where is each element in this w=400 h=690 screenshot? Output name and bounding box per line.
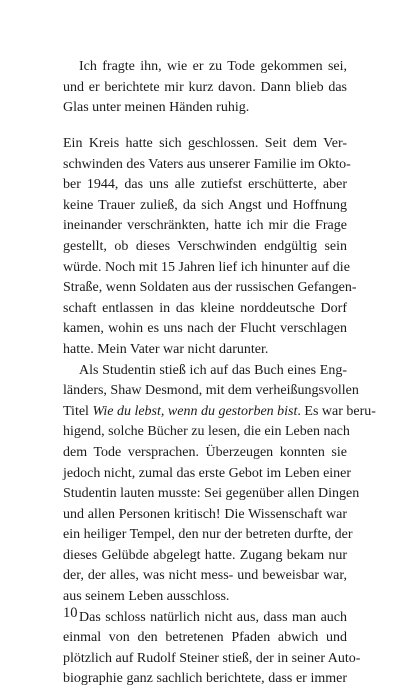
text-line: schaft entlassen in das kleine norddeutsche Dorf — [63, 300, 347, 316]
text-line: ineinander verschränkten, hatte ich mir die Frage — [63, 218, 347, 234]
text-line: schwinden des Vaters aus unserer Familie im Okto- — [63, 156, 351, 172]
text-line: ber 1944, das uns alle zutiefst erschütterte, aber — [63, 177, 347, 193]
text-line: und allen Personen kritisch! Die Wissenschaft war — [63, 506, 347, 522]
text-line: dem Tode versprachen. Überzeugen konnten sie — [63, 444, 347, 460]
paragraph-block-top — [63, 57, 347, 119]
text-line: plötzlich auf Rudolf Steiner stieß, der in seiner Auto- — [63, 650, 361, 666]
paragraph — [63, 361, 376, 608]
text-line: biographie ganz sachlich berichtete, dass er immer — [63, 671, 347, 687]
paragraph — [63, 608, 361, 690]
text-line: gestellt, ob dieses Verschwinden endgültig sein — [63, 238, 347, 254]
text-line: jedoch nicht, zumal das erste Gebot im Leben einer — [63, 465, 352, 481]
text-line: würde. Noch mit 15 Jahren lief ich hinunter auf die — [63, 259, 350, 275]
text-line: der, der alles, was nicht mess- und beweisbar war, — [63, 568, 347, 584]
text-line: keine Trauer zuließ, da sich Angst und Hoffnung — [63, 197, 347, 213]
paragraph — [63, 134, 357, 361]
page-number: 10 — [63, 605, 78, 621]
text-line: länders, Shaw Desmond, mit dem verheißungsvollen — [63, 383, 359, 399]
text-line: dieses Gelübde abgelegt hatte. Zugang bekam nur — [63, 547, 347, 563]
text-line: Das schloss natürlich nicht aus, dass man auch — [79, 609, 347, 625]
text-line: Glas unter meinen Händen ruhig. — [63, 100, 250, 116]
text-line: Ich fragte ihn, wie er zu Tode gekommen sei, — [79, 59, 347, 74]
text-line: ein heiliger Tempel, den nur der betreten durfte, der — [63, 527, 353, 543]
paragraph — [63, 57, 347, 119]
text-line: Straße, wenn Soldaten aus der russischen Gefangen- — [63, 280, 357, 296]
paragraph-block-main — [63, 134, 376, 690]
text-line: aus seinem Leben ausschloss. — [63, 589, 230, 605]
text-line: einmal von den betretenen Pfaden abwich und — [63, 630, 347, 646]
text-line: kamen, wohin es uns nach der Flucht verschlagen — [63, 321, 347, 337]
text-line: higend, solche Bücher zu lesen, die ein Leben nach — [63, 424, 350, 440]
text-line: Titel Wie du lebst, wenn du gestorben bist. Es war beru- — [63, 403, 376, 419]
text-line: und er berichtete mir kurz davon. Dann blieb das — [63, 79, 347, 95]
text-line: Als Studentin stieß ich auf das Buch eines Eng- — [79, 362, 347, 378]
text-line: hatte. Mein Vater war nicht darunter. — [63, 341, 269, 357]
text-line: Ein Kreis hatte sich geschlossen. Seit dem Ver- — [63, 136, 347, 151]
text-line: Studentin lauten musste: Sei gegenüber allen Dingen — [63, 486, 360, 502]
